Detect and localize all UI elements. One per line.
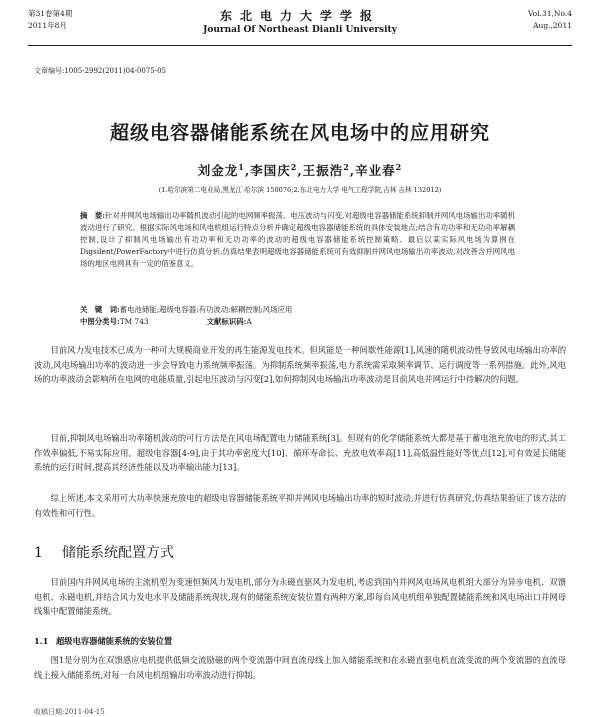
journal-name-cn: 东北电力大学学报 (219, 9, 380, 23)
subsection-number: 1.1 (34, 636, 49, 646)
author-list: 刘金龙$^1$,李国庆$^2$,王振浩$^2$,辛业春$^2$ (197, 161, 403, 178)
author-affil-mark: 2 (395, 161, 403, 172)
body-paragraph: 图1是分别为在双馈感应电机提供低频交流励磁的两个变流器中间直流母线上加入储能系统和在永磁直驱电机直流变流的两个变流器的直流母线上接入储能系统,对每一台风电机组输出功率波动进行抑制。 (34, 655, 566, 680)
keywords-text: 蓄电池储能;超级电容器;有功波动;解耦控制;风场应用 (119, 305, 293, 314)
author-affil-mark: 1 (238, 161, 245, 172)
clc-value: TM 743 (119, 317, 149, 326)
article-number: 文章编号:1005-2992(2011)04-0075-05 (34, 67, 166, 75)
classification-line (80, 316, 515, 328)
date-cn: 2011年8月 (28, 21, 67, 30)
body-paragraph: 目前国内并网风电场的主流机型为变速恒频风力发电机,部分为永磁直驱风力发电机,考虑到国内并网风电场风电机组大部分为异步电机、双馈电机、永磁电机,并结合风力发电水平及储能系统现状,现有的储能系统安装位置有两种方案,即每台风电机组单独配置储能系统和风电场出口并网母线集中配置储能系统。 (34, 577, 566, 616)
date-en: Aug.,2011 (533, 21, 572, 30)
journal-name-en: Journal Of Northeast Dianli University (203, 25, 397, 35)
author-affil-mark: 2 (290, 161, 298, 172)
body-paragraph: 目前,抑制风电场输出功率随机波动的可行方法是在风电场配置电力储能系统[3]。但现有的化学储能系统大都是基于蓄电池充放电的形式,其工作效率偏低,不易实际应用。超级电容器[4-9],由于其功率密度大[10]、循环寿命长、充放电效率高[11],高低温性能好等优点[12],可有效延长储能系统的运行时间,提高其经济性能以及功率输出能力[13]。 (34, 433, 566, 472)
body-paragraph: 目前风力发电技术已成为一种可大规模商业开发的再生能源发电技术。但风能是一种间歇性能源[1],风速的随机波动性导致风电场输出功率的波动,风电场输出功率的波动进一步会导致电力系统频率振荡。为抑制系统频率振荡,电力系统需采取频率调节、运行调度等一系列措施。此外,风电场的功率波动会影响所在电网的电能质量,引起电压波动与闪变[2],如何抑制风电场输出功率波动是目前风电并网运行中待解决的问题。 (34, 345, 566, 384)
abstract-text: 针对并网风电场输出功率随机波动引起的电网频率振荡、电压波动与闪变,对超级电容器储能系统抑制并网风电场输出功率随机波动进行了研究。根据实际风电场和风电机组运行特点分析并确定超级电容器储能系统的具体安装地点;结合有功功率和无功功率解耦控制,设计了抑制风电场输出有功功率和无功功率的波动的超级电容器储能系统控制策略。最后以某实际风电场为算例在Digsilent/PowerFactory中进行仿真分析,仿真结果表明超级电容器储能系统可有效抑制并网风电场输出功率波动,对改善含并网风电场的地区电网具有一定的借鉴意义。 (80, 211, 515, 268)
article-meta (80, 304, 515, 328)
keywords-line (80, 304, 515, 316)
section-heading (34, 542, 174, 562)
author-name: 刘金龙 (197, 163, 239, 178)
paper-title: 超级电容器储能系统在风电场中的应用研究 (109, 122, 490, 144)
affiliation: (1.哈尔滨第二电业局,黑龙江 哈尔滨 150076;2.东北电力大学 电气工程学院,吉林 吉林 132012) (158, 186, 442, 194)
header-right (528, 8, 572, 32)
journal-header (28, 8, 572, 42)
subsection-heading (34, 635, 172, 647)
section-title: 储能系统配置方式 (62, 545, 174, 561)
abstract-label: 摘 要: (80, 211, 105, 220)
section-number: 1 (34, 545, 43, 561)
author-affil-mark: 2 (343, 161, 350, 172)
volume-cn: 第31卷第4期 (28, 9, 73, 18)
author-name: 王振浩 (302, 163, 344, 178)
keywords-label: 关 键 词: (80, 305, 120, 314)
doc-code-value: A (246, 317, 252, 326)
clc-label: 中图分类号: (80, 317, 120, 326)
received-date-footnote: 收稿日期:2011-04-15 (34, 708, 105, 716)
abstract (80, 210, 515, 270)
header-center (28, 8, 572, 36)
header-rule (28, 45, 572, 46)
subsection-title: 超级电容器储能系统的安装位置 (56, 636, 173, 646)
doc-code-label: 文献标识码: (206, 317, 247, 326)
volume-en: Vol.31,No.4 (527, 9, 572, 18)
body-paragraph: 综上所述,本文采用可大功率快速充放电的超级电容器储能系统平抑并网风电场输出功率的短时波动,并进行仿真研究,仿真结果验证了该方法的有效性和可行性。 (34, 493, 566, 518)
author-name: 辛业春 (355, 163, 396, 178)
author-name: 李国庆 (250, 163, 291, 178)
